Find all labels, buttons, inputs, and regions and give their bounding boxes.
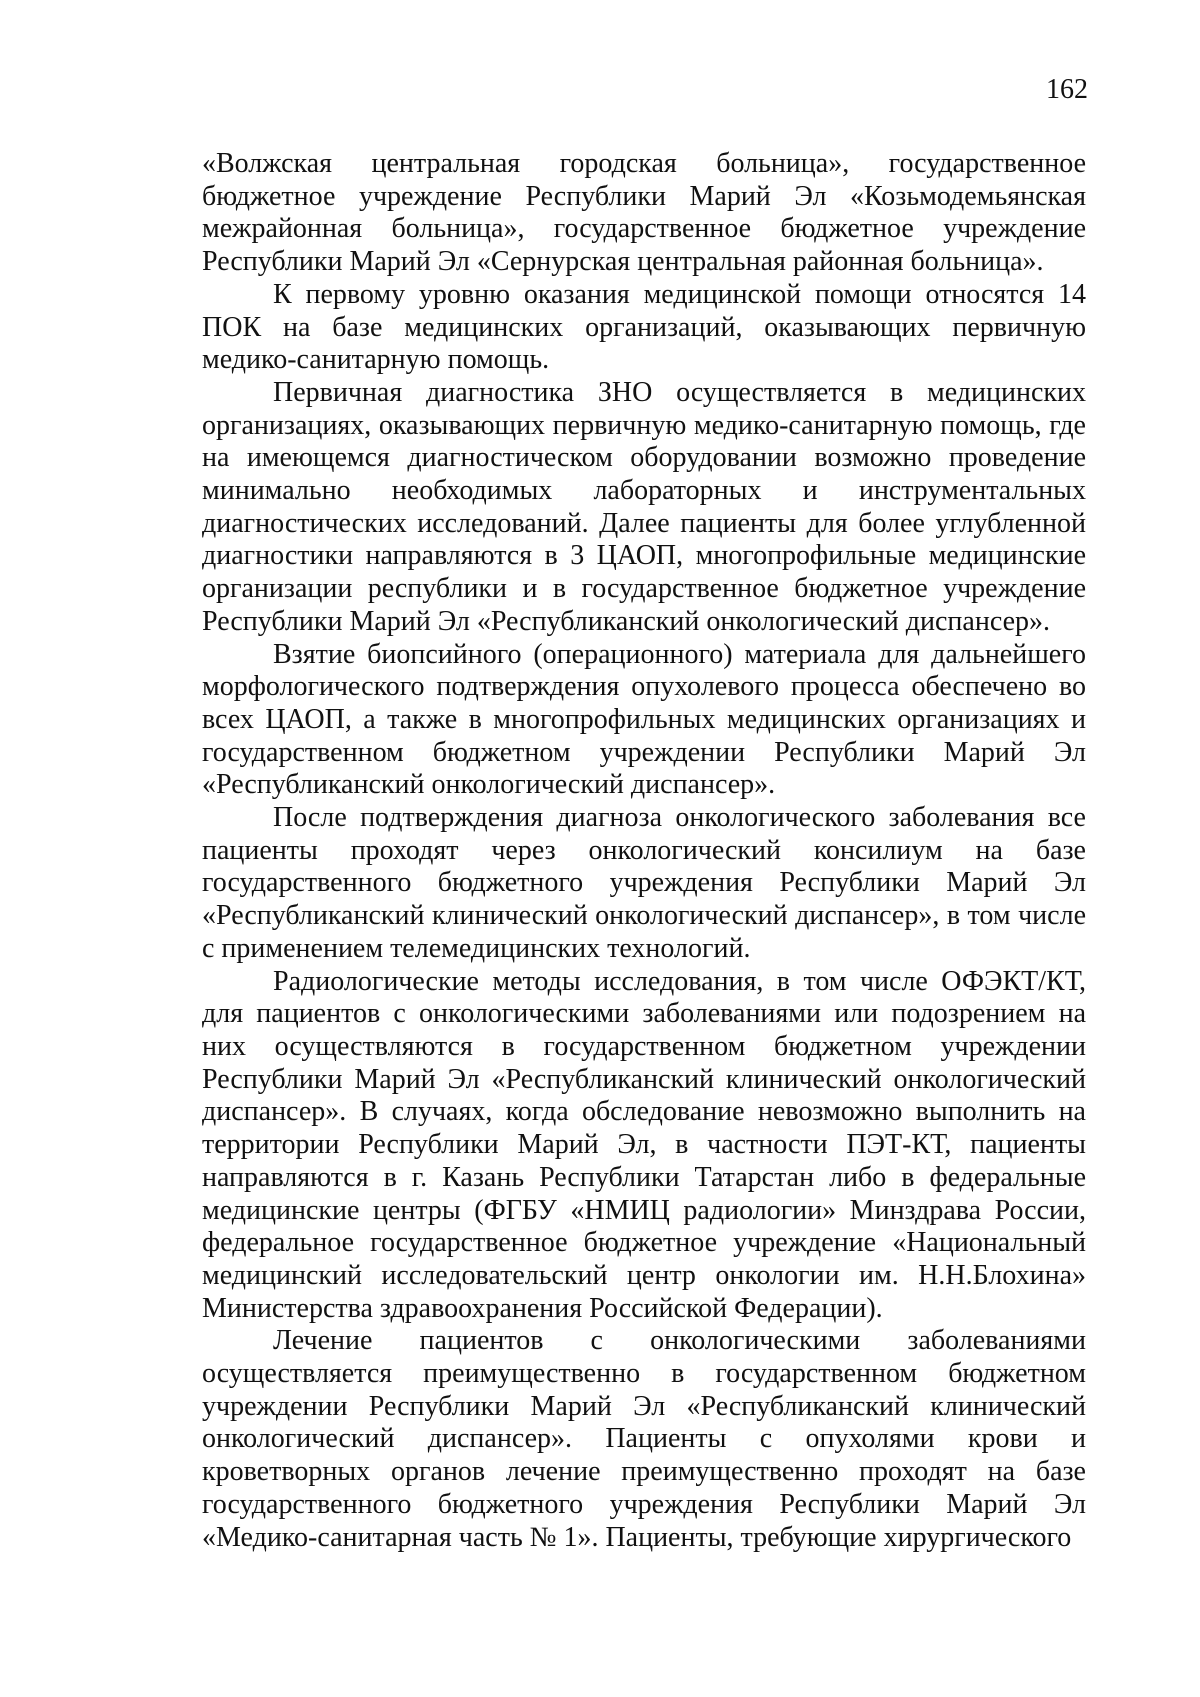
paragraph-continuation: «Волжская центральная городская больница», государственное бюджетное учреждение Республики Марий Эл «Козьмодемьянская межрайонная больница», государственное бюджетное учреждение Республики Марий Эл «Сернурская центральная районная больница». xyxy=(202,148,1086,278)
paragraph-radiology: Радиологические методы исследования, в том числе ОФЭКТ/КТ, для пациентов с онкологическими заболеваниями или подозрением на них осуществляются в государственном бюджетном учреждении Республики Марий Эл «Республиканский клинический онкологический диспансер». В случаях, когда обследование невозможно выполнить на территории Республики Марий Эл, в частности ПЭТ-КТ, пациенты направляются в г. Казань Республики Татарстан либо в федеральные медицинские центры (ФГБУ «НМИЦ радиологии» Минздрава России, федеральное государственное бюджетное учреждение «Национальный медицинский исследовательский центр онкологии им. Н.Н.Блохина» Министерства здравоохранения Российской Федерации). xyxy=(202,965,1086,1324)
paragraph-treatment: Лечение пациентов с онкологическими заболеваниями осуществляется преимущественно в государственном бюджетном учреждении Республики Марий Эл «Республиканский клинический онкологический диспансер». Пациенты с опухолями крови и кроветворных органов лечение преимущественно проходят на базе государственного бюджетного учреждения Республики Марий Эл «Медико-санитарная часть № 1». Пациенты, требующие хирургического xyxy=(202,1325,1086,1553)
page-number: 162 xyxy=(1046,74,1088,105)
paragraph-primary-diagnostics: Первичная диагностика ЗНО осуществляется в медицинских организациях, оказывающих первичную медико-санитарную помощь, где на имеющемся диагностическом оборудовании возможно проведение минимально необходимых лабораторных и инструментальных диагностических исследований. Далее пациенты для более углубленной диагностики направляются в 3 ЦАОП, многопрофильные медицинские организации республики и в государственное бюджетное учреждение Республики Марий Эл «Республиканский онкологический диспансер». xyxy=(202,376,1086,637)
paragraph-biopsy: Взятие биопсийного (операционного) материала для дальнейшего морфологического подтверждения опухолевого процесса обеспечено во всех ЦАОП, а также в многопрофильных медицинских организациях и государственном бюджетном учреждении Республики Марий Эл «Республиканский онкологический диспансер». xyxy=(202,638,1086,801)
paragraph-first-level-care: К первому уровню оказания медицинской помощи относятся 14 ПОК на базе медицинских организаций, оказывающих первичную медико-санитарную помощь. xyxy=(202,278,1086,376)
document-body xyxy=(202,148,1086,1554)
paragraph-oncology-council: После подтверждения диагноза онкологического заболевания все пациенты проходят через онкологический консилиум на базе государственного бюджетного учреждения Республики Марий Эл «Республиканский клинический онкологический диспансер», в том числе с применением телемедицинских технологий. xyxy=(202,802,1086,964)
